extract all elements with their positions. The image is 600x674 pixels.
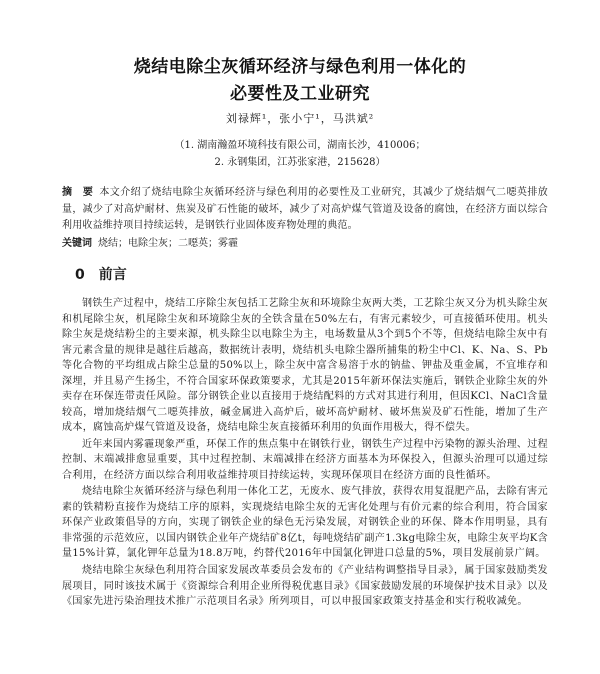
abstract-label: 摘 要 [62,187,94,198]
body-text [62,296,548,611]
abstract [62,185,548,235]
paragraph: 钢铁生产过程中，烧结工序除尘灰包括工艺除尘灰和环境除尘灰两大类，工艺除尘灰又分为机头除尘灰和机尾除尘灰，机尾除尘灰和环境除尘灰的全铁含量在50%左右，有害元素较少，可直接循环使用。机头除尘灰是烧结粉尘的主要来源，机头除尘以电除尘为主，电场数量从3个到5个不等，但烧结电除尘灰中有害元素含量的规律是越往后越高，数据统计表明，烧结机头电除尘器所捕集的粉尘中Cl、K、Na、S、Pb等化合物的平均组成占除尘总量的50%以上，除尘灰中富含易溶于水的钠盐、钾盐及重金属，不宜堆存和深埋，并且易产生扬尘，不符合国家环保政策要求，尤其是2015年新环保法实施后，钢铁企业除尘灰的外卖存在环保连带责任风险。部分钢铁企业以直接用于烧结配料的方式对其进行利用，但因KCl、NaCl含量较高，增加烧结烟气二噁英排放，碱金属进入高炉后，破坏高炉耐材、破坏焦炭及矿石性能，增加了生产成本，腐蚀高炉煤气管道及设备，烧结电除尘灰直接循环利用的负面作用极大，得不偿失。 [62,298,548,433]
keywords-text: 烧结；电除尘灰；二噁英；雾霾 [98,238,238,249]
keywords-label: 关键词 [62,238,92,249]
author-list: 刘禄辉¹，张小宁¹，马洪斌² [225,112,375,125]
affiliations [0,137,600,171]
section-number: 0 [75,267,85,283]
affiliation-line-1: （1. 湖南瀚盈环境科技有限公司，湖南长沙，410006； [174,140,426,151]
paper-title [40,54,560,108]
title-line-1: 烧结电除尘灰循环经济与绿色利用一体化的 [133,57,467,77]
section-title: 前言 [98,267,127,283]
paragraph: 烧结电除尘灰循环经济与绿色利用一体化工艺，无废水、废气排放，获得农用复混肥产品，去除有害元素的铁精粉直接作为烧结工序的原料，实现烧结电除尘灰的无害化处理与有价元素的综合利用，符合国家环保产业政策倡导的方向，实现了钢铁企业的绿色无污染发展，对钢铁企业的环保、降本作用明显，具有非常强的示范效应，以国内钢铁企业年产烧结矿8亿t，每吨烧结矿副产1.3kg电除尘灰，电除尘灰平均K含量15%计算，氯化钾年总量为18.8万吨，约替代2016年中国氯化钾进口总量的5%，项目发展前景广阔。 [62,486,548,560]
abstract-text: 本文介绍了烧结电除尘灰循环经济与绿色利用的必要性及工业研究，其减少了烧结烟气二噁英排放量，减少了对高炉耐材、焦炭及矿石性能的破坏，减少了对高炉煤气管道及设备的腐蚀，在经济方面以综合利用收益维持项目持续运转，是钢铁行业固体废弃物处理的典范。 [62,187,548,231]
title-line-2: 必要性及工业研究 [230,84,370,104]
keywords [62,236,548,252]
paragraph: 近年来国内雾霾现象严重，环保工作的焦点集中在钢铁行业，钢铁生产过程中污染物的源头治理、过程控制、末端减排愈显重要，其中过程控制、末端减排在经济方面基本为环保投入，但源头治理可以通过综合利用，在经济方面以综合利用收益维持项目持续运转，实现环保项目在经济方面的良性循环。 [62,438,548,481]
section-heading [75,264,127,284]
affiliation-line-2: 2. 永钢集团，江苏张家港，215628） [214,157,386,168]
paragraph: 烧结电除尘灰绿色利用符合国家发展改革委员会发布的《产业结构调整指导目录》，属于国家鼓励类发展项目，同时该技术属于《资源综合利用企业所得税优惠目录》《国家鼓励发展的环境保护技术目录》以及《国家先进污染治理技术推广示范项目名录》所列项目，可以申报国家政策支持基金和实行税收减免。 [62,565,548,608]
